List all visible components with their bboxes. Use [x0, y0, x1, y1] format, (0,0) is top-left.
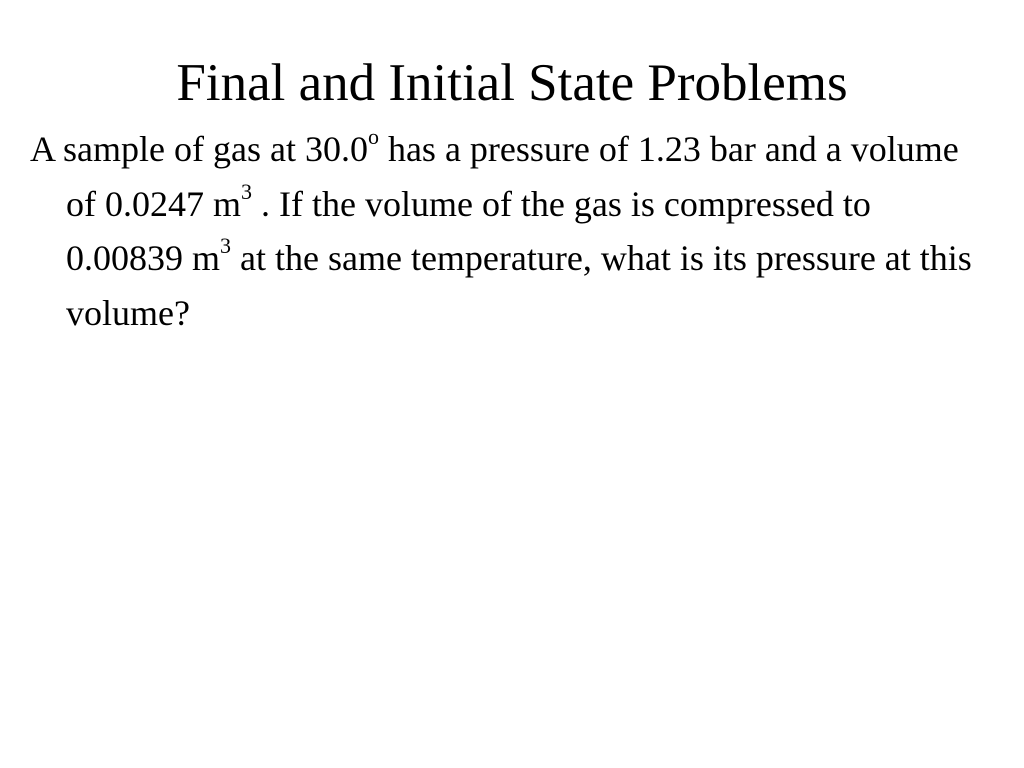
problem-text — [30, 122, 990, 340]
problem-text-part-3: . If the volume of the gas is compressed to 0.00839 m — [66, 183, 871, 278]
cubic-exponent-1: 3 — [241, 178, 252, 204]
slide-title: Final and Initial State Problems — [176, 54, 848, 112]
problem-text-part-4: at the same temperature, what is its pressure at this volume? — [66, 238, 972, 333]
degree-symbol: o — [367, 124, 379, 149]
problem-text-part-2: has a pressure of 1.23 bar and a volume of 0.0247 m — [66, 129, 959, 224]
problem-paragraph — [30, 122, 990, 340]
cubic-exponent-2: 3 — [220, 233, 232, 258]
problem-text-part-1: A sample of gas at 30.0 — [30, 129, 368, 169]
